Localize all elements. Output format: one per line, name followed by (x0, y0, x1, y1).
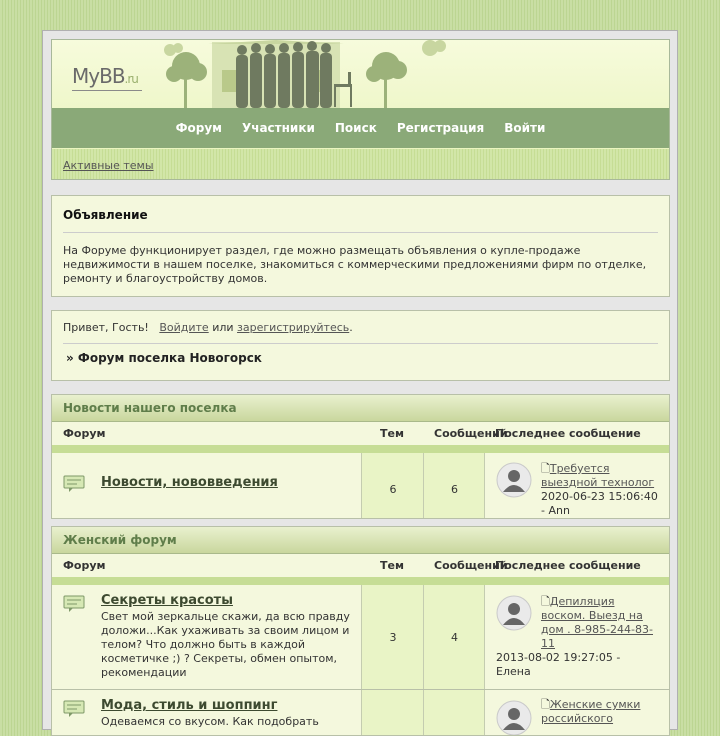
col-last: Последнее сообщение (495, 427, 641, 440)
announcement-title: Объявление (63, 208, 148, 222)
last-post-info (541, 595, 661, 651)
nav-forum[interactable]: Форум (175, 121, 222, 135)
forum-description: Одеваемся со вкусом. Как подобрать (101, 715, 319, 728)
last-post-link[interactable]: Требуется выездной технолог (541, 462, 655, 489)
last-post-date: 2020-06-23 15:06:40 (541, 490, 658, 503)
forum-row[interactable] (52, 690, 669, 736)
avatar-icon (496, 700, 532, 736)
page-wrapper (42, 30, 678, 730)
last-post-link[interactable]: Депиляция воском. Выезд на дом . 8-985-244-83-11 (541, 595, 653, 650)
nav-register[interactable]: Регистрация (396, 121, 485, 135)
post-icon: 🗋 (541, 595, 550, 608)
logo-text: MyBB (72, 64, 125, 88)
col-posts: Сообщений (434, 559, 508, 572)
col-last: Последнее сообщение (495, 559, 641, 572)
last-post-info (541, 698, 661, 726)
col-topics: Тем (380, 559, 404, 572)
topics-count: 3 (361, 585, 424, 689)
header-illustration (162, 40, 462, 110)
last-post-author: - Ann (541, 504, 570, 517)
column-headers (52, 422, 669, 453)
greeting-line (63, 321, 658, 334)
sub-navigation (52, 149, 669, 180)
or-text: или (212, 321, 234, 334)
dot-text: . (349, 321, 353, 334)
register-link[interactable]: зарегистрируйтесь (237, 321, 350, 334)
last-post-cell (484, 690, 669, 736)
divider (63, 343, 658, 344)
col-forum: Форум (63, 427, 106, 440)
greeting-text: Привет, Гость! (63, 321, 149, 334)
last-post-info (541, 462, 661, 518)
active-topics-link[interactable]: Активные темы (63, 159, 154, 172)
login-link[interactable]: Войдите (159, 321, 209, 334)
topics-count (361, 690, 424, 736)
greeting-box (51, 310, 670, 381)
category-women (51, 526, 670, 736)
post-icon: 🗋 (541, 698, 550, 711)
avatar-icon (496, 462, 532, 498)
forum-row[interactable] (52, 585, 669, 690)
tree-left (166, 52, 207, 108)
announcement-box (51, 195, 670, 297)
last-post-meta (496, 651, 620, 679)
category-news (51, 394, 670, 519)
nav-login[interactable]: Войти (504, 121, 546, 135)
site-header (51, 39, 670, 180)
main-navigation (52, 108, 669, 148)
last-post-link[interactable]: Женские сумки российского (541, 698, 641, 725)
posts-count: 4 (423, 585, 485, 689)
announcement-text: На Форуме функционирует раздел, где можно размещать объявления о купле-продаже недвижимости в нашем поселке, знакомиться с коммерческими предложениями фирм по отделке, ремонту и благоустройству домов. (63, 244, 647, 285)
avatar-icon (496, 595, 532, 631)
forum-link[interactable]: Мода, стиль и шоппинг (101, 698, 278, 713)
logo-underline (72, 90, 142, 91)
forum-icon (63, 700, 85, 718)
logo-suffix: .ru (124, 72, 138, 86)
nav-search[interactable]: Поиск (334, 121, 377, 135)
col-forum: Форум (63, 559, 106, 572)
forum-link[interactable]: Секреты красоты (101, 593, 233, 608)
posts-count (423, 690, 485, 736)
post-icon: 🗋 (541, 462, 550, 475)
last-post-cell (484, 453, 669, 519)
nav-members[interactable]: Участники (241, 121, 315, 135)
divider (63, 232, 658, 233)
topics-count: 6 (361, 453, 424, 519)
category-title[interactable]: Женский форум (52, 527, 669, 554)
col-topics: Тем (380, 427, 404, 440)
forum-row[interactable] (52, 453, 669, 519)
last-post-cell (484, 585, 669, 689)
forum-icon (63, 475, 85, 493)
breadcrumb[interactable]: » Форум поселка Новогорск (66, 351, 262, 365)
category-title[interactable]: Новости нашего поселка (52, 395, 669, 422)
column-headers (52, 554, 669, 585)
last-post-author: Елена (496, 665, 531, 678)
forum-link[interactable]: Новости, нововведения (101, 475, 278, 490)
site-logo[interactable] (72, 64, 138, 88)
col-posts: Сообщений (434, 427, 508, 440)
tree-right (366, 52, 407, 108)
posts-count: 6 (423, 453, 485, 519)
forum-icon (63, 595, 85, 613)
last-post-date: 2013-08-02 19:27:05 - (496, 651, 621, 664)
forum-description: Свет мой зеркальце скажи, да всю правду доложи...Как ухаживать за своим лицом и телом? Что должно быть в каждой косметичке ;) ? Секреты, обмен опытом, рекомендации (101, 610, 350, 679)
